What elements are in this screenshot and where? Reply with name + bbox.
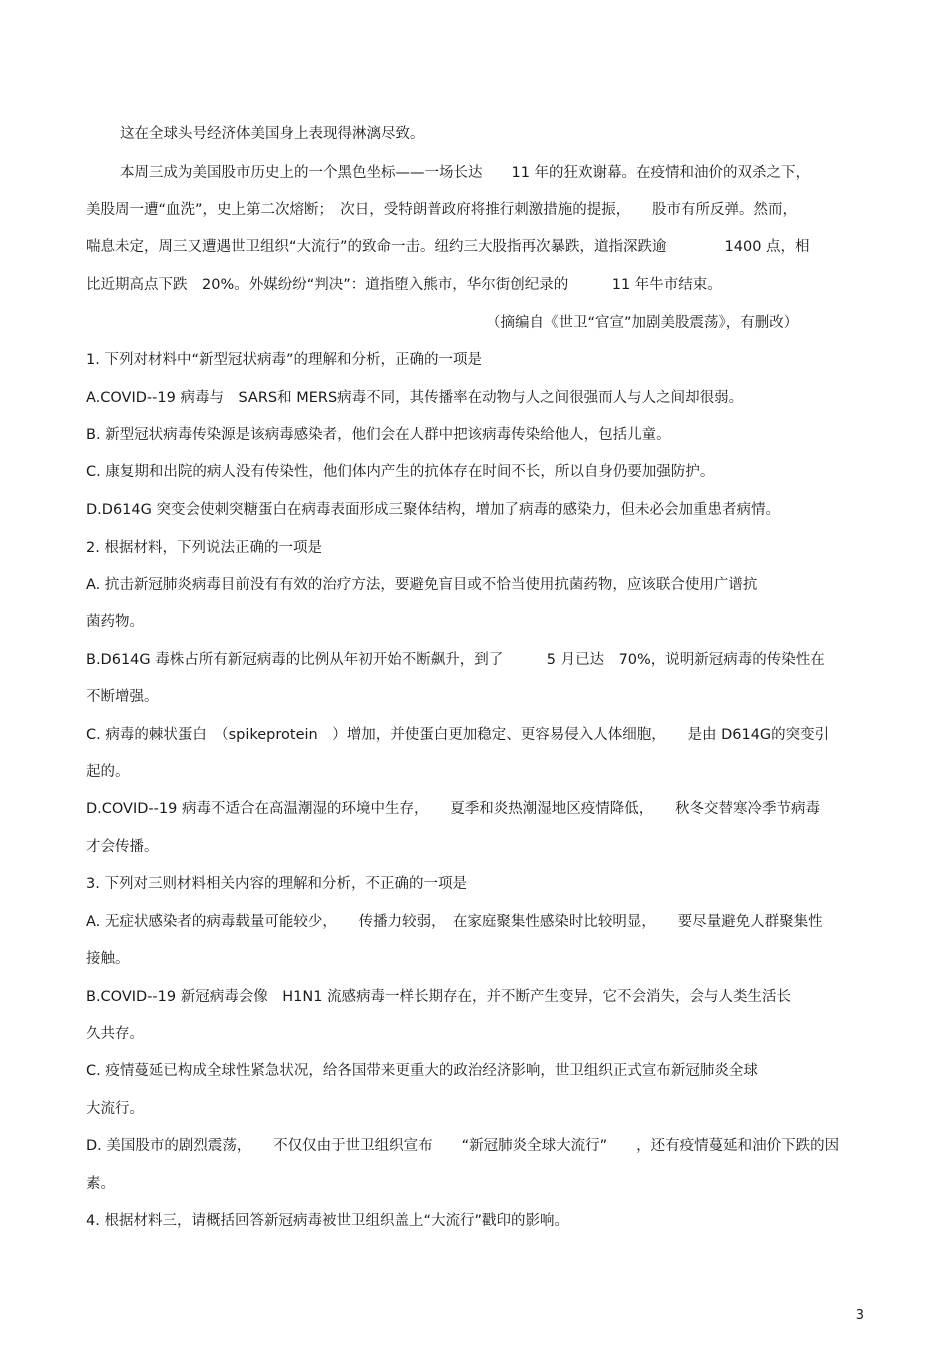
question-2-option-c-cont: 起的。 — [86, 764, 130, 780]
question-2-option-c: C. 病毒的棘状蛋白 （spikeprotein ）增加，并使蛋白更加稳定、更容易侵入人体细胞， 是由 D614G的突变引 — [86, 727, 830, 743]
question-3-option-b: B.COVID--19 新冠病毒会像 H1N1 流感病毒一样长期存在，并不断产生变异，它不会消失，会与人类生活长 — [86, 989, 792, 1005]
question-1-option-a: A.COVID--19 病毒与 SARS和 MERS病毒不同，其传播率在动物与人之间很强而人与人之间却很弱。 — [86, 390, 744, 406]
question-2-option-a-cont: 菌药物。 — [86, 614, 144, 630]
question-2-stem: 2. 根据材料，下列说法正确的一项是 — [86, 540, 322, 556]
question-1-option-b: B. 新型冠状病毒传染源是该病毒感染者，他们会在人群中把该病毒传染给他人，包括儿童。 — [86, 427, 671, 443]
question-3-option-d-cont: 素。 — [86, 1176, 115, 1192]
passage-line: 比近期高点下跌 20%。外媒纷纷“判决”：道指堕入熊市，华尔街创纪录的 11 年牛市结束。 — [86, 277, 722, 293]
passage-line: 本周三成为美国股市历史上的一个黑色坐标——一场长达 11 年的狂欢谢幕。在疫情和油价的双杀之下， — [120, 165, 811, 181]
passage-line: 美股周一遭“血洗”，史上第二次熔断； 次日，受特朗普政府将推行刺激措施的提振， 股市有所反弹。然而， — [86, 202, 798, 218]
question-3-option-a-cont: 接触。 — [86, 951, 130, 967]
question-3-option-a: A. 无症状感染者的病毒载量可能较少， 传播力较弱， 在家庭聚集性感染时比较明显， 要尽量避免人群聚集性 — [86, 914, 823, 930]
question-3-stem: 3. 下列对三则材料相关内容的理解和分析，不正确的一项是 — [86, 876, 467, 892]
question-1-option-d: D.D614G 突变会使刺突糖蛋白在病毒表面形成三聚体结构，增加了病毒的感染力，但未必会加重患者病情。 — [86, 502, 780, 518]
question-3-option-b-cont: 久共存。 — [86, 1026, 144, 1042]
question-4-stem: 4. 根据材料三，请概括回答新冠病毒被世卫组织盖上“大流行”戳印的影响。 — [86, 1213, 569, 1229]
question-2-option-b-cont: 不断增强。 — [86, 689, 159, 705]
question-2-option-b: B.D614G 毒株占所有新冠病毒的比例从年初开始不断飙升，到了 5 月已达 70%，说明新冠病毒的传染性在 — [86, 652, 825, 668]
question-2-option-d: D.COVID--19 病毒不适合在高温潮湿的环境中生存， 夏季和炎热潮湿地区疫情降低， 秋冬交替寒冷季节病毒 — [86, 801, 820, 817]
question-2-option-a: A. 抗击新冠肺炎病毒目前没有有效的治疗方法，要避免盲目或不恰当使用抗菌药物，应该联合使用广谱抗 — [86, 577, 758, 593]
question-3-option-c-cont: 大流行。 — [86, 1101, 144, 1117]
passage-paragraph-0: 这在全球头号经济体美国身上表现得淋漓尽致。 — [120, 126, 425, 142]
question-1-option-c: C. 康复期和出院的病人没有传染性，他们体内产生的抗体存在时间不长，所以自身仍要加强防护。 — [86, 464, 715, 480]
question-1-stem: 1. 下列对材料中“新型冠状病毒”的理解和分析，正确的一项是 — [86, 352, 482, 368]
question-3-option-c: C. 疫情蔓延已构成全球性紧急状况，给各国带来更重大的政治经济影响，世卫组织正式宣布新冠肺炎全球 — [86, 1063, 758, 1079]
passage-line: 喘息未定，周三又遭遇世卫组织“大流行”的致命一击。纽约三大股指再次暴跌，道指深跌逾 1400 点，相 — [86, 239, 810, 255]
passage-source: （摘编自《世卫“官宣”加剧美股震荡》，有删改） — [486, 315, 799, 331]
question-2-option-d-cont: 才会传播。 — [86, 839, 159, 855]
question-3-option-d: D. 美国股市的剧烈震荡， 不仅仅由于世卫组织宣布 “新冠肺炎全球大流行” ，还有疫情蔓延和油价下跌的因 — [86, 1138, 840, 1154]
page-number: 3 — [855, 1308, 864, 1323]
